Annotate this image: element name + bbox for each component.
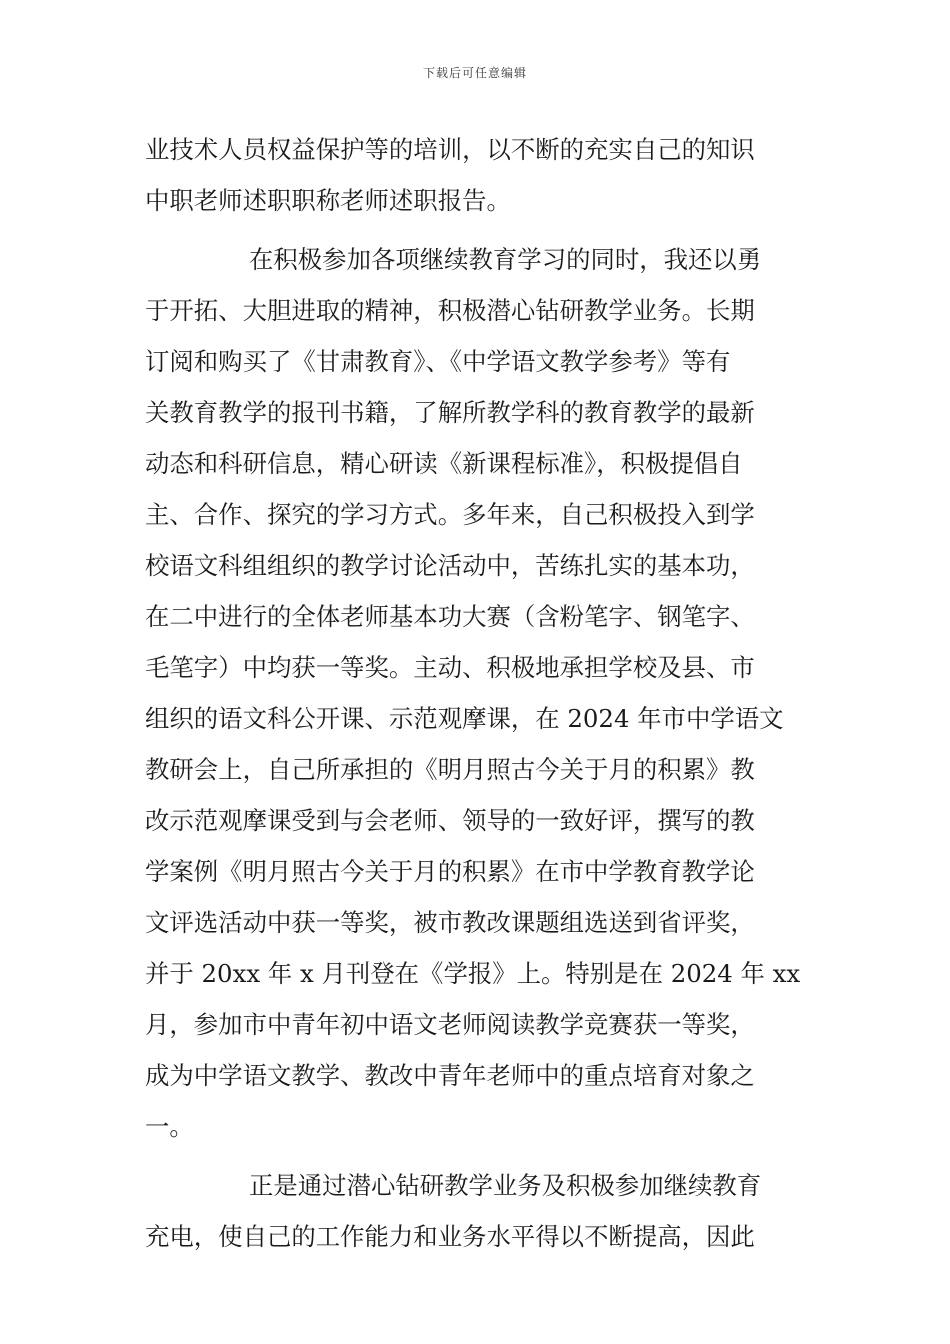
paragraph bbox=[145, 124, 815, 226]
text-line: 正是通过潜心钻研教学业务及积极参加继续教育 bbox=[249, 1171, 762, 1200]
text-line: 文评选活动中获一等奖，被市教改课题组选送到省评奖， bbox=[145, 908, 755, 937]
text-line: 改示范观摩课受到与会老师、领导的一致好评，撰写的教 bbox=[145, 806, 755, 835]
text-line: 在积极参加各项继续教育学习的同时，我还以勇 bbox=[249, 245, 762, 274]
text-line: 教研会上，自己所承担的《明月照古今关于月的积累》教 bbox=[145, 755, 755, 784]
text-line: 充电，使自己的工作能力和业务水平得以不断提高，因此 bbox=[145, 1222, 755, 1251]
text-line: 订阅和购买了《甘肃教育》、《中学语文教学参考》等有 bbox=[145, 347, 731, 376]
text-line: 月，参加市中青年初中语文老师阅读教学竞赛获一等奖， bbox=[145, 1010, 755, 1039]
text-line: 成为中学语文教学、教改中青年老师中的重点培育对象之 bbox=[145, 1061, 755, 1090]
text-line: 于开拓、大胆进取的精神，积极潜心钻研教学业务。长期 bbox=[145, 296, 755, 325]
paragraph bbox=[145, 234, 815, 1152]
text-line: 中职老师述职职称老师述职报告。 bbox=[145, 186, 511, 215]
text-line: 并于 20xx 年 x 月刊登在《学报》上。特别是在 2024 年 xx bbox=[145, 959, 801, 988]
text-line: 业技术人员权益保护等的培训，以不断的充实自己的知识 bbox=[145, 135, 755, 164]
text-line: 组织的语文科公开课、示范观摩课，在 2024 年市中学语文 bbox=[145, 704, 784, 733]
text-line: 动态和科研信息，精心研读《新课程标准》，积极提倡自 bbox=[145, 449, 743, 478]
text-line: 校语文科组组织的教学讨论活动中，苦练扎实的基本功， bbox=[145, 551, 755, 580]
text-line: 一。 bbox=[145, 1112, 194, 1141]
text-line: 学案例《明月照古今关于月的积累》在市中学教育教学论 bbox=[145, 857, 755, 886]
text-line: 在二中进行的全体老师基本功大赛（含粉笔字、钢笔字、 bbox=[145, 602, 755, 631]
document-body bbox=[145, 124, 815, 1262]
text-line: 主、合作、探究的学习方式。多年来，自己积极投入到学 bbox=[145, 500, 755, 529]
text-line: 毛笔字）中均获一等奖。主动、积极地承担学校及县、市 bbox=[145, 653, 755, 682]
paragraph bbox=[145, 1160, 815, 1262]
text-line: 关教育教学的报刊书籍，了解所教学科的教育教学的最新 bbox=[145, 398, 755, 427]
page-header-note: 下载后可任意编辑 bbox=[422, 66, 527, 80]
